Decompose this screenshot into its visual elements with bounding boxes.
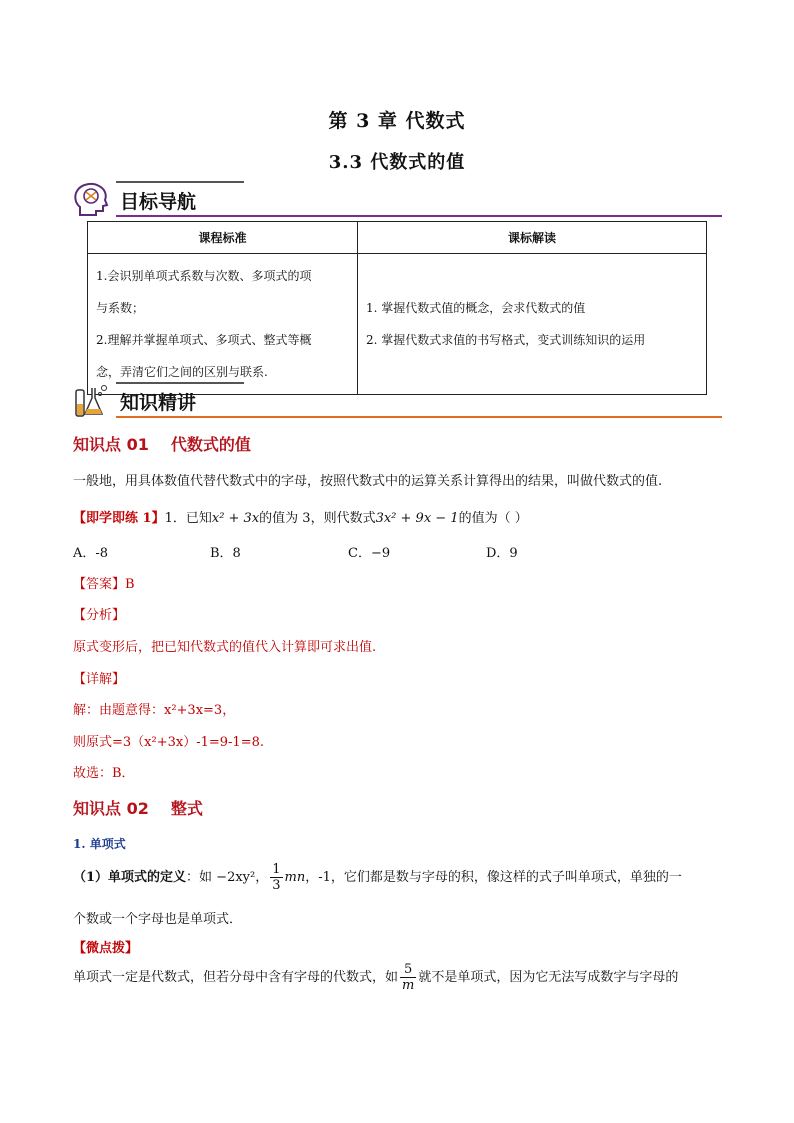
- detail-label: 【详解】: [73, 672, 126, 687]
- knowledge-section-header: [72, 382, 722, 418]
- monomial-definition: [73, 862, 682, 893]
- tip-label: 【微点拨】: [73, 941, 139, 956]
- detail-line-3: 故选：B．: [73, 766, 135, 781]
- tip-text: [73, 962, 678, 993]
- definition-part-2: ，-1，它们都是数与字母的积，像这样的式子叫单项式，单独的一: [305, 870, 682, 885]
- question-suffix: 的值为（ ）: [458, 511, 528, 526]
- tip-fraction-denominator: m: [402, 978, 415, 993]
- knowledge-section-label: 知识精讲: [120, 392, 197, 414]
- standard-line: 念，弄清它们之间的区别与联系.: [96, 365, 268, 379]
- question-prefix: 1．已知: [164, 511, 212, 526]
- option-c: C．−9: [348, 546, 391, 561]
- standard-line: 与系数；: [96, 301, 145, 315]
- tip-fraction-numerator: 5: [400, 962, 416, 978]
- header-top-line: [116, 382, 244, 384]
- fraction-variables: mn: [284, 870, 306, 885]
- standard-cell: [88, 254, 358, 395]
- head-brain-icon: [72, 181, 112, 217]
- section-title: 3.3 代数式的值: [328, 152, 466, 173]
- fraction-five-over-m: [400, 962, 416, 993]
- table-header-standard: 课程标准: [88, 222, 358, 254]
- option-b: B．8: [210, 546, 241, 561]
- chapter-title: 第 3 章 代数式: [328, 110, 466, 132]
- kp1-number: 知识点 01: [73, 435, 149, 454]
- analysis-text: 原式变形后，把已知代数式的值代入计算即可求出值.: [73, 640, 377, 655]
- option-a: A．-8: [73, 546, 109, 561]
- option-d: D．9: [486, 546, 518, 561]
- definition-label: （1）单项式的定义: [73, 870, 187, 885]
- standards-table: [87, 221, 707, 395]
- fraction-one-third: [270, 862, 282, 893]
- goal-section-label: 目标导航: [120, 191, 197, 213]
- standard-line: 2.理解并掌握单项式、多项式、整式等概: [96, 333, 312, 347]
- kp1-definition: 一般地，用具体数值代替代数式中的字母，按照代数式中的运算关系计算得出的结果，叫做代数式的值.: [73, 474, 663, 489]
- goal-section-header: [72, 181, 722, 217]
- goal-section-rule: [116, 215, 722, 217]
- header-top-line: [116, 181, 244, 183]
- kp1-name: 代数式的值: [170, 435, 251, 454]
- definition-part-1: ：如 −2xy²，: [186, 870, 269, 885]
- question-expr-1: x² + 3x: [211, 511, 260, 526]
- table-header-interpretation: 课标解读: [358, 222, 707, 254]
- interpretation-line: 1. 掌握代数式值的概念，会求代数式的值: [366, 301, 586, 315]
- monomial-definition-line-2: 个数或一个字母也是单项式．: [73, 912, 243, 927]
- fraction-numerator: 1: [272, 862, 281, 877]
- tip-part-2: 就不是单项式，因为它无法写成数字与字母的: [418, 970, 679, 985]
- answer-label: 【答案】B: [73, 577, 135, 592]
- kp2-name: 整式: [170, 799, 203, 818]
- kp2-number: 知识点 02: [73, 799, 149, 818]
- knowledge-section-rule: [116, 416, 722, 418]
- fraction-denominator: 3: [272, 878, 281, 893]
- interpretation-line: 2. 掌握代数式求值的书写格式，变式训练知识的运用: [366, 333, 646, 347]
- lab-flask-icon: [72, 382, 112, 418]
- question-expr-2: 3x² + 9x − 1: [375, 511, 459, 526]
- question-mid: 的值为 3，则代数式: [259, 511, 376, 526]
- detail-line-1: 解：由题意得：x²+3x=3，: [73, 703, 236, 718]
- detail-line-2: 则原式=3（x²+3x）-1=9-1=8.: [73, 735, 264, 750]
- kp1-title: [73, 432, 251, 455]
- tip-part-1: 单项式一定是代数式，但若分母中含有字母的代数式，如: [73, 970, 399, 985]
- interpretation-cell: [358, 254, 707, 395]
- kp2-title: [73, 796, 203, 819]
- standard-line: 1.会识别单项式系数与次数、多项式的项: [96, 269, 312, 283]
- practice-question: [73, 507, 528, 526]
- kp2-subheading: 1. 单项式: [73, 837, 126, 851]
- practice-tag: 【即学即练 1】: [73, 511, 165, 526]
- analysis-label: 【分析】: [73, 608, 126, 623]
